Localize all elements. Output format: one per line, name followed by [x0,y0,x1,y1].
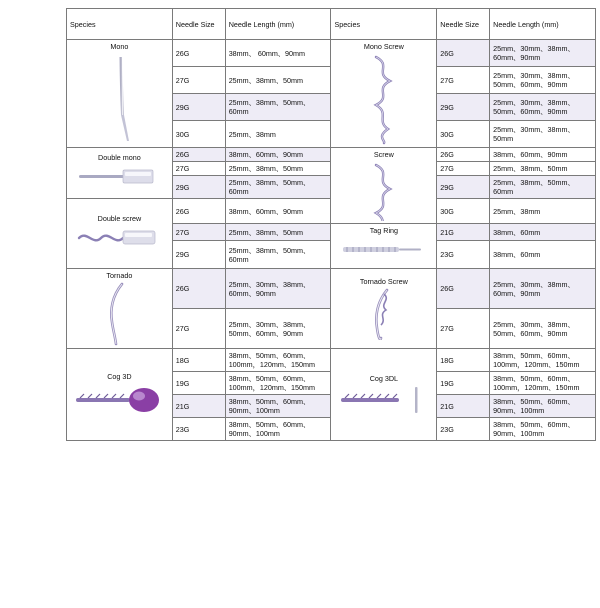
table-row [67,349,596,372]
needle-size-cell-right: 30G [437,121,490,148]
species-cell-right [331,269,437,349]
species-label: Double mono [98,153,141,162]
needle-length-cell-right: 25mm、38mm [490,199,596,224]
table-header-row [67,9,596,40]
species-label: Mono [110,42,129,51]
needle-length-cell-right: 25mm、30mm、38mm、60mm、90mm [490,40,596,67]
product-illustration-block [334,42,433,145]
needle-length-cell-right: 38mm、50mm、60mm、100mm，120mm、150mm [490,372,596,395]
needle-size-cell-left: 27G [172,309,225,349]
cog3d-illustration [74,383,164,417]
product-illustration-block [70,271,169,346]
needle-size-cell-right: 23G [437,241,490,269]
needle-length-cell-left: 38mm、50mm、60mm、100mm，120mm、150mm [225,372,331,395]
table-row [67,40,596,67]
needle-size-cell-right: 26G [437,269,490,309]
needle-size-cell-left: 27G [172,67,225,94]
needle-size-cell-right: 23G [437,418,490,441]
species-cell-right [331,349,437,441]
mono-needle-illustration [104,53,134,145]
needle-length-cell-right: 25mm、30mm、38mm、50mm、60mm、90mm [490,94,596,121]
needle-length-cell-left: 25mm、38mm、50mm、60mm [225,94,331,121]
needle-size-cell-left: 27G [172,224,225,241]
needle-length-cell-right: 25mm、30mm、38mm、50mm、60mm、90mm [490,309,596,349]
double-mono-illustration [77,164,161,190]
needle-size-cell-left: 26G [172,40,225,67]
tag-ring-illustration [341,237,427,261]
needle-size-cell-right: 29G [437,176,490,199]
needle-length-cell-left: 25mm、38mm、50mm [225,224,331,241]
needle-size-cell-right: 26G [437,40,490,67]
product-illustration-block [70,372,169,417]
needle-length-cell-right: 25mm、38mm、50mm、60mm [490,176,596,199]
header-species-right: Species [331,9,437,40]
needle-size-cell-right: 27G [437,162,490,176]
needle-length-cell-right: 38mm、50mm、60mm、100mm，120mm、150mm [490,349,596,372]
needle-size-cell-right: 21G [437,395,490,418]
needle-length-cell-right: 38mm、50mm、60mm、90mm、100mm [490,395,596,418]
header-needle-length-left: Needle Length (mm) [225,9,331,40]
needle-size-cell-right: 26G [437,148,490,162]
needle-size-cell-left: 29G [172,94,225,121]
needle-length-cell-left: 25mm、38mm [225,121,331,148]
needle-length-cell-left: 25mm、38mm、50mm [225,67,331,94]
species-label: Cog 3D [107,372,132,381]
needle-length-cell-right: 25mm、38mm、50mm [490,162,596,176]
species-cell-right [331,40,437,148]
needle-size-cell-right: 18G [437,349,490,372]
product-illustration-block [334,374,433,415]
species-cell-left [67,349,173,441]
header-needle-size-right: Needle Size [437,9,490,40]
needle-length-cell-left: 38mm、50mm、60mm、90mm、100mm [225,418,331,441]
product-spec-sheet [0,8,600,608]
table-row [67,269,596,309]
needle-length-cell-left: 38mm、 60mm、90mm [225,40,331,67]
needle-length-cell-left: 25mm、38mm、50mm [225,162,331,176]
needle-length-cell-left: 25mm、38mm、50mm、60mm [225,176,331,199]
needle-size-cell-left: 18G [172,349,225,372]
needle-length-cell-right: 25mm、30mm、38mm、50mm、60mm、90mm [490,67,596,94]
mono-screw-illustration [370,53,398,145]
needle-length-cell-right: 38mm、60mm [490,241,596,269]
needle-size-cell-right: 19G [437,372,490,395]
double-screw-illustration [75,225,163,251]
needle-size-cell-right: 27G [437,67,490,94]
species-label: Cog 3DL [369,374,399,383]
species-cell-left [67,148,173,199]
species-label: Screw [373,150,394,159]
needle-size-cell-right: 21G [437,224,490,241]
species-cell-left [67,40,173,148]
species-cell-left [67,199,173,269]
needle-size-cell-left: 29G [172,241,225,269]
table-row [67,148,596,162]
product-illustration-block [334,226,433,266]
needle-length-cell-left: 38mm、60mm、90mm [225,199,331,224]
needle-size-cell-right: 27G [437,309,490,349]
species-cell-right [331,148,437,224]
needle-length-cell-right: 25mm、30mm、38mm、60mm、90mm [490,269,596,309]
needle-size-cell-left: 21G [172,395,225,418]
needle-length-cell-left: 25mm、30mm、38mm、50mm、60mm、90mm [225,309,331,349]
species-cell-left [67,269,173,349]
product-illustration-block [334,277,433,340]
product-illustration-block [334,150,433,221]
needle-size-cell-left: 29G [172,176,225,199]
needle-length-cell-left: 25mm、30mm、38mm、60mm、90mm [225,269,331,309]
needle-size-cell-left: 30G [172,121,225,148]
needle-size-cell-right: 29G [437,94,490,121]
product-illustration-block [70,214,169,254]
species-label: Mono Screw [363,42,404,51]
species-label: Double screw [97,213,142,223]
species-label: Tornado Screw [359,277,408,286]
needle-size-cell-left: 23G [172,418,225,441]
needle-length-cell-left: 38mm、50mm、60mm、90mm、100mm [225,395,331,418]
needle-length-cell-right: 38mm、50mm、60mm、90mm、100mm [490,418,596,441]
species-label: Tag Ring [369,226,399,235]
product-illustration-block [70,42,169,145]
needle-size-cell-left: 26G [172,269,225,309]
needle-length-cell-left: 38mm、50mm、60mm、100mm，120mm、150mm [225,349,331,372]
screw-illustration [370,161,398,221]
species-cell-right [331,224,437,269]
header-species-left: Species [67,9,173,40]
cog3dl-illustration [339,385,429,415]
needle-length-cell-left: 38mm、60mm、90mm [225,148,331,162]
header-needle-size-left: Needle Size [172,9,225,40]
table-body [67,40,596,441]
tornado-screw-illustration [367,288,401,340]
tornado-illustration [102,282,136,346]
species-label: Tornado [106,271,133,280]
needle-size-cell-left: 26G [172,148,225,162]
header-needle-length-right: Needle Length (mm) [490,9,596,40]
needle-length-cell-right: 38mm、60mm、90mm [490,148,596,162]
needle-size-cell-left: 26G [172,199,225,224]
needle-length-cell-right: 38mm、60mm [490,224,596,241]
product-illustration-block [70,153,169,193]
needle-length-cell-left: 25mm、38mm、50mm、60mm [225,241,331,269]
needle-specification-table [66,8,596,441]
needle-length-cell-right: 25mm、30mm、38mm、50mm [490,121,596,148]
needle-size-cell-left: 27G [172,162,225,176]
needle-size-cell-right: 30G [437,199,490,224]
needle-size-cell-left: 19G [172,372,225,395]
